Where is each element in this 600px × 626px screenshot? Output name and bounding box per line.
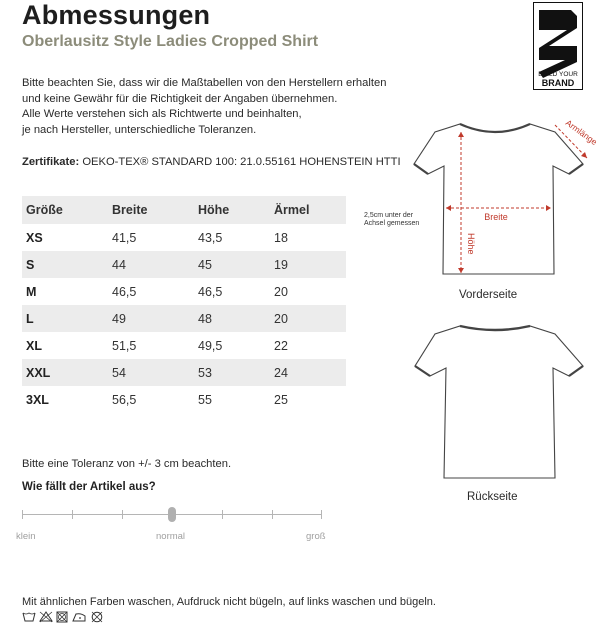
cell-height: 49,5 [198,338,223,353]
disclaimer-line: je nach Hersteller, unterschiedliche Toleranzen. [22,123,257,136]
sleeve-label: Armlänge [563,118,600,148]
fit-label-normal: normal [156,531,186,542]
cell-height: 53 [194,359,270,386]
fit-tick [72,510,73,519]
brand-line1: BUILD YOUR [538,71,578,78]
cell-size: XXL [22,359,108,386]
table-row [22,224,346,251]
cell-width: 54 [108,359,194,386]
disclaimer-line: und keine Gewähr für die Richtigkeit der Angaben übernehmen. [22,92,338,105]
wash-30-icon [23,613,35,621]
tolerance-note: Bitte eine Toleranz von +/- 3 cm beachten. [22,458,232,470]
cell-sleeve: 20 [274,284,288,299]
width-label: Breite [484,212,508,222]
cell-sleeve: 18 [274,230,288,245]
cell-size: XL [26,338,42,353]
cell-sleeve: 20 [270,305,346,332]
table-row [22,332,346,359]
height-label: Höhe [466,233,476,255]
fit-label-large: groß [306,531,326,542]
header-sleeve: Ärmel [270,196,346,224]
cell-height: 48 [194,305,270,332]
cell-height: 45 [194,251,270,278]
cell-height: 55 [198,392,212,407]
header-width: Breite [108,196,194,224]
brand-logo [533,2,583,90]
fit-tick [22,510,23,519]
table-row [22,359,346,386]
cell-size: S [22,251,108,278]
front-caption: Vorderseite [459,289,518,301]
no-bleach-icon [40,612,52,622]
header-height: Höhe [194,196,270,224]
disclaimer-line: Alle Werte verstehen sich als Richtwerte und beinhalten, [22,108,302,120]
certificate-value: OEKO-TEX® STANDARD 100: 21.0.55161 HOHENSTEIN HTTI [82,156,401,168]
back-caption: Rückseite [467,491,518,503]
table-row [22,251,346,278]
cell-size: L [22,305,108,332]
table-row [22,305,346,332]
cell-sleeve: 19 [270,251,346,278]
fit-tick [321,510,322,519]
cell-width: 56,5 [112,392,137,407]
cell-width: 46,5 [112,284,137,299]
cell-sleeve: 25 [274,392,288,407]
fit-tick [122,510,123,519]
size-table [22,196,346,413]
no-tumble-dry-icon [57,612,67,622]
table-row [22,386,346,413]
fit-label-small: klein [16,531,36,542]
cell-size: XS [26,230,43,245]
fit-scale[interactable] [22,505,322,525]
no-dry-clean-icon [92,612,102,622]
fit-tick [222,510,223,519]
cell-width: 51,5 [112,338,137,353]
cell-width: 41,5 [112,230,137,245]
shirt-back-diagram [405,320,600,490]
cell-height: 43,5 [198,230,223,245]
cell-width: 49 [108,305,194,332]
header-size: Größe [22,196,108,224]
disclaimer-line: Bitte beachten Sie, dass wir die Maßtabellen von den Herstellern erhalten [22,77,387,89]
cell-sleeve: 22 [274,338,288,353]
shirt-front-diagram [405,118,600,283]
cell-size: 3XL [26,392,49,407]
product-subtitle: Oberlausitz Style Ladies Cropped Shirt [22,33,319,50]
certificate-label: Zertifikate: [22,156,80,168]
cell-width: 44 [108,251,194,278]
armpit-note: 2,5cm unter der Achsel gemessen [364,212,420,227]
table-row [22,278,346,305]
page-title: Abmessungen [22,0,211,30]
fit-tick [272,510,273,519]
cell-size: M [26,284,37,299]
care-icons [22,611,112,623]
fit-question: Wie fällt der Artikel aus? [22,481,156,493]
care-instructions: Mit ähnlichen Farben waschen, Aufdruck nicht bügeln, auf links waschen und bügeln. [22,596,436,608]
fit-indicator [168,507,176,522]
certificate [22,156,401,168]
cell-height: 46,5 [198,284,223,299]
disclaimer [22,76,402,138]
table-header-row [22,196,346,224]
brand-line2: BRAND [541,78,575,88]
cell-sleeve: 24 [270,359,346,386]
iron-low-icon [73,614,85,621]
